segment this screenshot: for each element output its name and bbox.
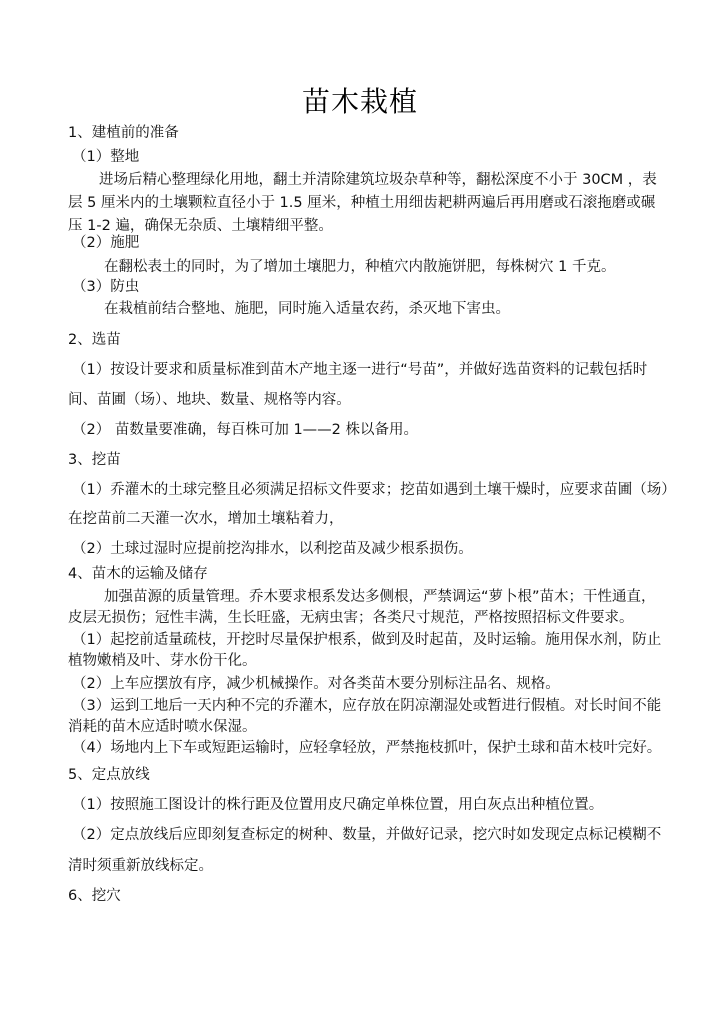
paragraph-line: （2）定点放线后应即刻复查标定的树种、数量，并做好记录，挖穴时如发现定点标记模糊不 — [72, 827, 662, 843]
paragraph-line: （4）场地内上下车或短距运输时，应轻拿轻放，严禁拖枝抓叶，保护土球和苗木枝叶完好。 — [72, 740, 662, 756]
section-heading-5: 5、定点放线 — [68, 767, 150, 783]
section-heading-6: 6、挖穴 — [68, 888, 121, 904]
section-heading-3: 3、挖苗 — [68, 452, 121, 468]
paragraph-line: （2）上车应摆放有序，减少机械操作。对各类苗木要分别标注品名、规格。 — [72, 676, 560, 692]
paragraph-line: 植物嫩梢及叶、芽水份干化。 — [68, 653, 257, 669]
subheading-1-3: （3）防虫 — [72, 279, 140, 295]
paragraph-line: 清时须重新放线标定。 — [68, 858, 213, 874]
paragraph-line: 间、苗圃（场）、地块、数量、规格等内容。 — [68, 392, 351, 408]
section-heading-2: 2、选苗 — [68, 332, 121, 348]
paragraph-line: 加强苗源的质量管理。乔木要求根系发达多侧根，严禁调运“萝卜根”苗木；干性通直， — [104, 589, 656, 605]
paragraph-line: 在栽植前结合整地、施肥，同时施入适量农药，杀灭地下害虫。 — [104, 301, 510, 317]
paragraph-line: （1）按设计要求和质量标准到苗木产地主逐一进行“号苗”，并做好选苗资料的记载包括时 — [72, 362, 648, 378]
document-title: 苗木栽植 — [301, 85, 418, 118]
paragraph-line: 进场后精心整理绿化用地，翻土并清除建筑垃圾杂草种等，翻松深度不小于 30CM ，表 — [99, 172, 657, 188]
subheading-1-2: （2）施肥 — [72, 235, 140, 251]
paragraph-line: 在挖苗前二天灌一次水，增加土壤粘着力， — [68, 511, 344, 527]
paragraph-line: （1）起挖前适量疏枝，开挖时尽量保护根系，做到及时起苗，及时运输。施用保水剂，防止 — [72, 632, 662, 648]
subheading-1-1: （1）整地 — [72, 149, 140, 165]
paragraph-line: 消耗的苗木应适时喷水保湿。 — [68, 719, 257, 735]
paragraph-line: 压 1-2 遍，确保无杂质、土壤精细平整。 — [68, 218, 333, 234]
paragraph-line: （1）按照施工图设计的株行距及位置用皮尺确定单株位置，用白灰点出种植位置。 — [72, 797, 604, 813]
paragraph-line: 在翻松表土的同时，为了增加土壤肥力，种植穴内散施饼肥，每株树穴 1 千克。 — [104, 259, 616, 275]
paragraph-line: （2） 苗数量要准确，每百株可加 1——2 株以备用。 — [72, 422, 419, 438]
paragraph-line: （2）土球过湿时应提前挖沟排水，以利挖苗及减少根系损伤。 — [72, 541, 473, 557]
paragraph-line: 层 5 厘米内的土壤颗粒直径小于 1.5 厘米，种植土用细齿耙耕两遍后再用磨或石滚拖磨或碾 — [68, 195, 656, 211]
paragraph-line: （1）乔灌木的土球完整且必须满足招标文件要求；挖苗如遇到土壤干燥时，应要求苗圃（场） — [72, 482, 676, 498]
paragraph-line: （3）运到工地后一天内种不完的乔灌木，应存放在阴凉潮湿处或暂进行假植。对长时间不能 — [72, 698, 662, 714]
section-heading-4: 4、苗木的运输及储存 — [68, 566, 208, 582]
paragraph-line: 皮层无损伤；冠性丰满，生长旺盛，无病虫害；各类尺寸规范，严格按照招标文件要求。 — [68, 610, 634, 626]
section-heading-1: 1、建植前的准备 — [68, 125, 179, 141]
